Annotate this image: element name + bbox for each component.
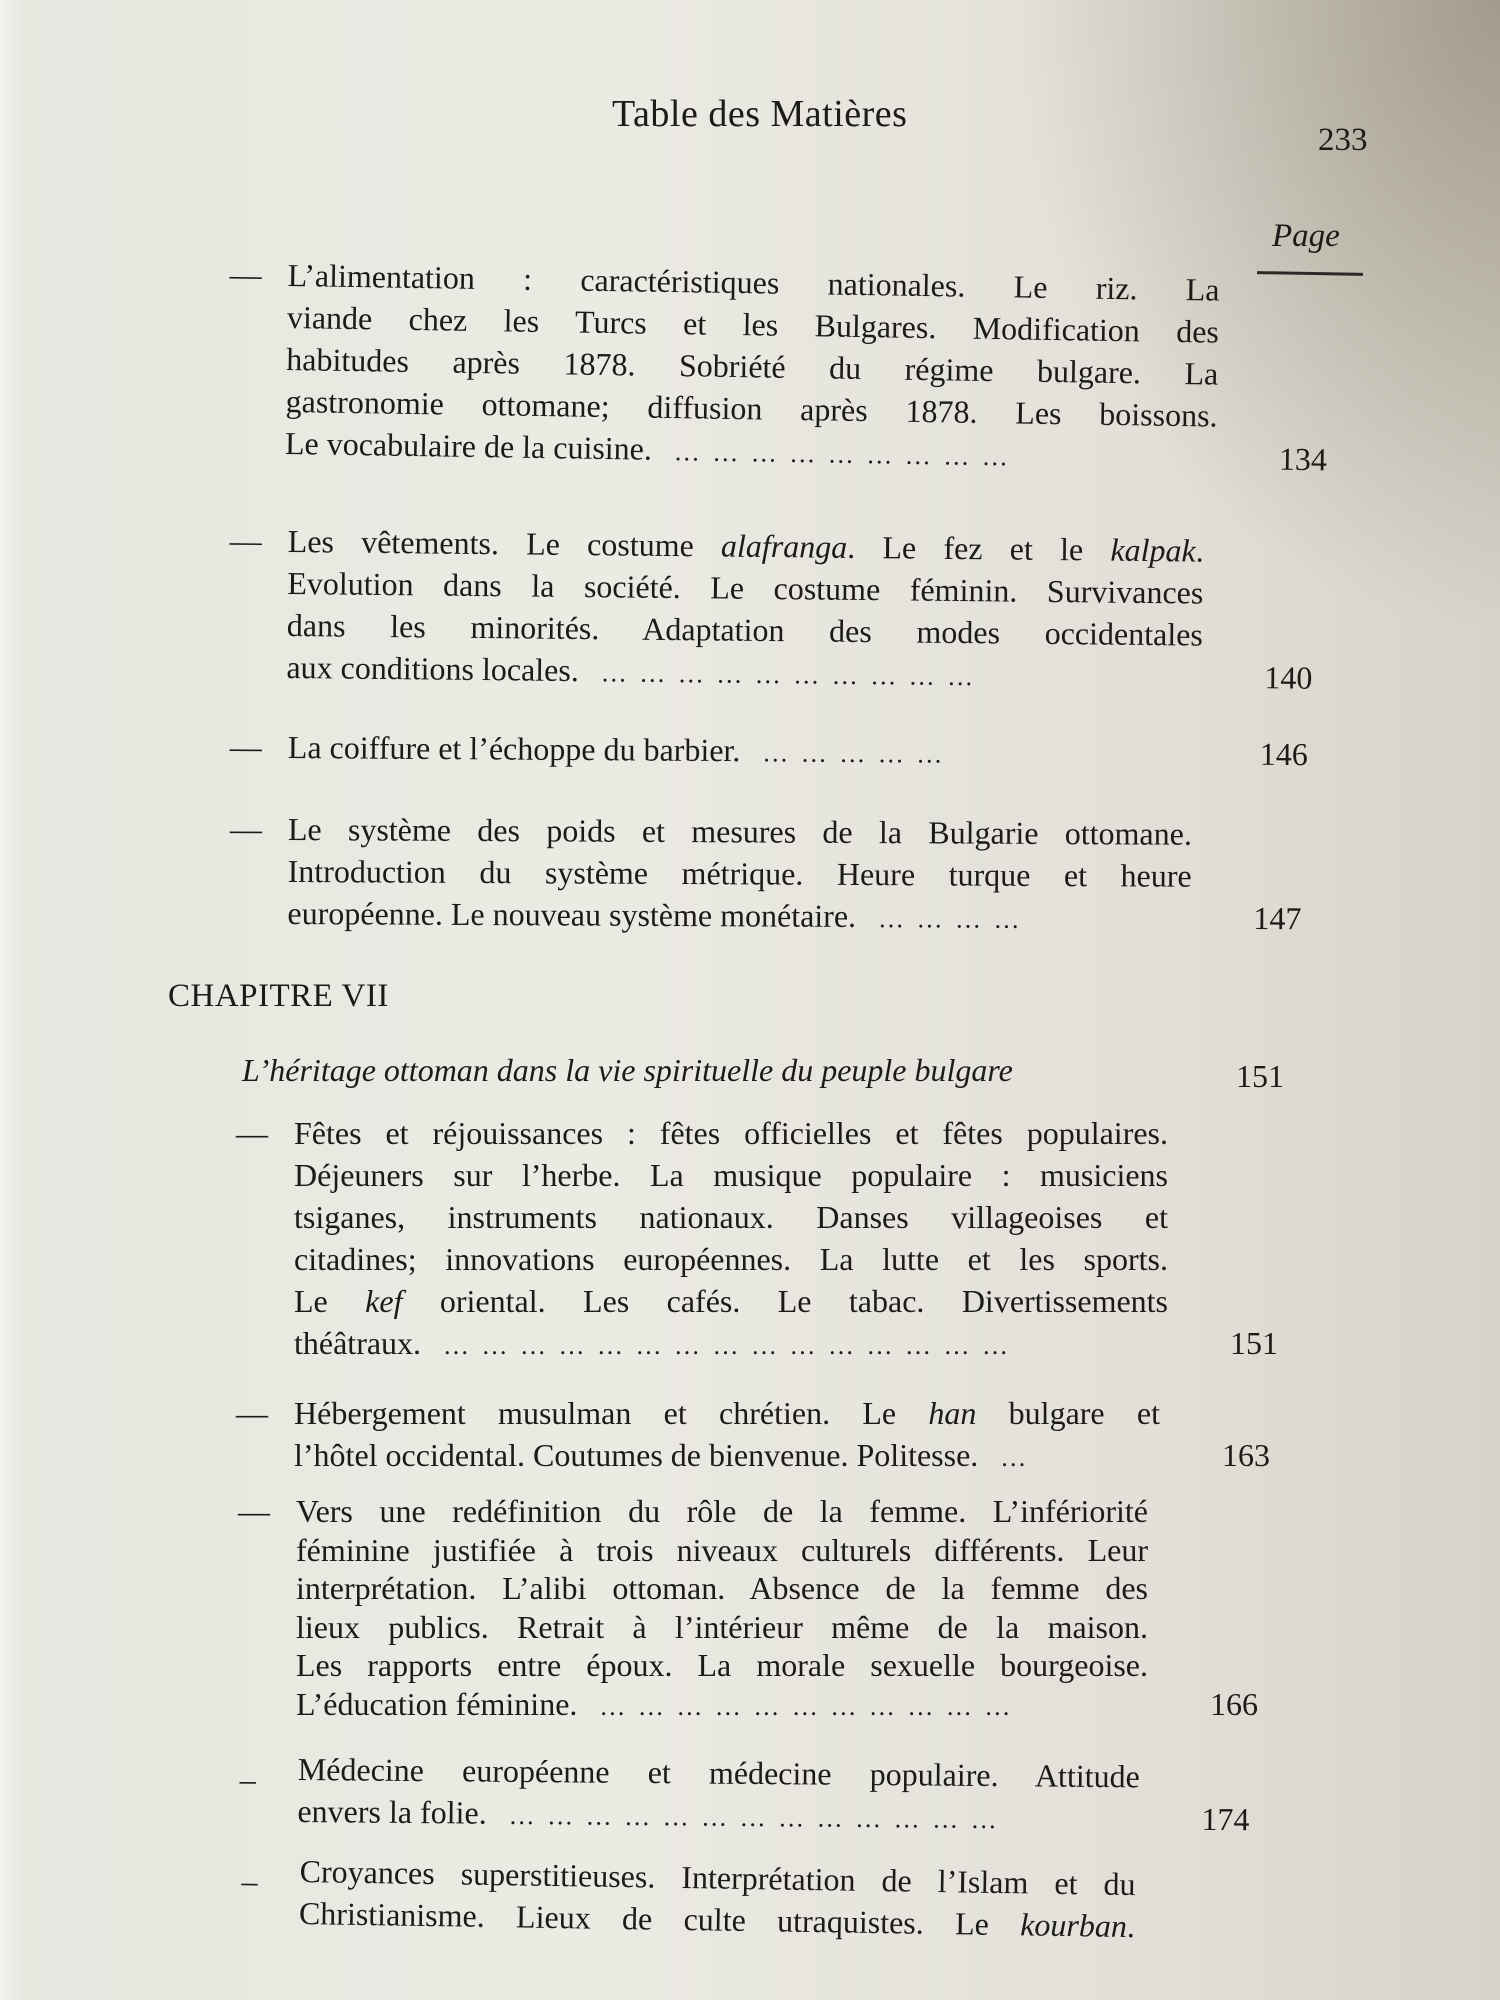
entry-line: L’éducation féminine.: [296, 1685, 578, 1722]
page-column-rule: [1257, 271, 1363, 276]
entry-line: tsiganes, instruments nationaux. Danses villageoises et: [294, 1199, 1168, 1235]
page-column-label: Page: [1272, 218, 1340, 254]
leader-dots: … … … … … … … … … …: [600, 658, 977, 692]
entry-page: 147: [1253, 900, 1302, 937]
text-run: Le: [294, 1283, 366, 1319]
entry-page: 151: [1230, 1325, 1278, 1361]
entry-page: 140: [1264, 659, 1313, 696]
text-run: oriental. Les cafés. Le tabac. Divertissements: [402, 1283, 1169, 1319]
entry-line: Le vocabulaire de la cuisine.: [284, 424, 653, 467]
entry-dash: —: [229, 728, 262, 765]
page-number: 233: [1318, 122, 1368, 158]
text-run: .: [1126, 1908, 1136, 1945]
entry-line: Fêtes et réjouissances : fêtes officielles et fêtes populaires.: [294, 1115, 1168, 1151]
entry-page: 166: [1210, 1685, 1258, 1722]
leader-dots: … … … … … … … … … … …: [599, 1691, 1014, 1721]
entry-dash: —: [229, 810, 262, 847]
entry-page: 134: [1278, 440, 1328, 478]
leader-dots: …: [1000, 1443, 1030, 1472]
toc-entry-medecine: [239, 1748, 1250, 1842]
italic-term: kalpak: [1110, 531, 1196, 569]
toc-entry-fetes: [236, 1112, 1278, 1367]
italic-term: han: [928, 1395, 977, 1431]
leader-dots: … … … … … … … … …: [673, 437, 1012, 472]
entry-dash: —: [236, 1395, 268, 1431]
text-run: Hébergement musulman et chrétien. Le: [294, 1395, 929, 1431]
leader-dots: … … … … … … … … … … … … … … …: [443, 1331, 1012, 1360]
entry-line: Vers une redéfinition du rôle de la femme. L’infériorité: [296, 1493, 1148, 1529]
entry-line: aux conditions locales.: [286, 648, 580, 689]
toc-entry-poids-mesures: [229, 808, 1302, 942]
toc-entry-croyances: [241, 1850, 1136, 1947]
entry-line: [294, 1392, 1160, 1434]
entry-line: Les rapports entre époux. La morale sexuelle bourgeoise.: [296, 1647, 1148, 1683]
chapter-page: 151: [1236, 1058, 1284, 1094]
chapter-label: CHAPITRE VII: [168, 978, 389, 1014]
entry-line: La coiffure et l’échoppe du barbier.: [287, 728, 741, 769]
chapter-title: L’héritage ottoman dans la vie spirituelle du peuple bulgare: [242, 1052, 1013, 1088]
entry-last-line: [297, 1790, 1250, 1842]
italic-term: kef: [365, 1283, 403, 1319]
entry-line: gastronomie ottomane; diffusion après 1878. Les boissons.: [285, 382, 1218, 434]
entry-line: viande chez les Turcs et les Bulgares. Modification des: [286, 298, 1220, 350]
entry-line: dans les minorités. Adaptation des modes occidentales: [286, 606, 1204, 653]
entry-line: envers la folie.: [297, 1792, 487, 1831]
entry-line: [294, 1280, 1168, 1322]
entry-dash: _: [241, 1852, 258, 1889]
text-run: . Le fez et le: [847, 528, 1111, 568]
leader-dots: … … … … … … … … … … … … …: [508, 1800, 1000, 1835]
entry-line: Introduction du système métrique. Heure turque et heure: [287, 852, 1192, 894]
toc-entry-vetements: [229, 520, 1313, 701]
entry-line: théâtraux.: [294, 1325, 422, 1361]
entry-last-line: [287, 892, 1302, 942]
entry-line: Déjeuners sur l’herbe. La musique populaire : musiciens: [294, 1157, 1168, 1193]
toc-entry-femme: [238, 1492, 1258, 1726]
entry-line: interprétation. L’alibi ottoman. Absence de la femme des: [296, 1570, 1148, 1606]
leader-dots: … … … …: [878, 904, 1023, 934]
entry-dash: —: [229, 256, 262, 293]
entry-last-line: [296, 1685, 1258, 1727]
toc-entry-alimentation: [229, 254, 1328, 482]
entry-line: Le système des poids et mesures de la Bulgarie ottomane.: [287, 810, 1192, 852]
text-run: .: [1195, 532, 1204, 569]
entry-line: L’alimentation : caractéristiques nationales. Le riz. La: [287, 256, 1220, 308]
text-run: Les vêtements. Le costume: [287, 522, 722, 564]
italic-term: kourban: [1019, 1906, 1128, 1944]
text-run: bulgare et: [976, 1395, 1161, 1431]
entry-dash: —: [238, 1493, 270, 1529]
entry-page: 174: [1201, 1800, 1250, 1838]
entry-line: Evolution dans la société. Le costume féminin. Survivances: [287, 564, 1204, 611]
entry-page: 163: [1222, 1437, 1270, 1473]
page-edge: [0, 0, 22, 2000]
entry-last-line: [286, 646, 1313, 701]
entry-line: l’hôtel occidental. Coutumes de bienvenue. Politesse.: [294, 1437, 979, 1473]
entry-line: citadines; innovations européennes. La lutte et les sports.: [294, 1241, 1168, 1277]
entry-line: lieux publics. Retrait à l’intérieur même de la maison.: [296, 1608, 1148, 1645]
toc-entry-coiffure: [229, 726, 1308, 777]
entry-line: Croyances superstitieuses. Interprétation de l’Islam et du: [299, 1852, 1136, 1903]
italic-term: alafranga: [720, 527, 848, 565]
entry-dash: —: [229, 522, 262, 559]
running-header-title: Table des Matières: [612, 93, 908, 135]
entry-line: féminine justifiée à trois niveaux culturels différents. Leur: [296, 1531, 1148, 1568]
entry-page: 146: [1259, 735, 1308, 773]
entry-line: habitudes après 1878. Sobriété du régime bulgare. La: [286, 340, 1219, 392]
entry-line: Médecine européenne et médecine populaire. Attitude: [297, 1750, 1140, 1795]
toc-entry-hebergement: [236, 1392, 1270, 1479]
entry-last-line: [294, 1322, 1278, 1367]
entry-last-line: [294, 1434, 1270, 1479]
entry-dash: _: [239, 1750, 256, 1787]
entry-last-line: [287, 726, 1308, 777]
leader-dots: … … … … …: [762, 738, 946, 769]
entry-dash: —: [236, 1115, 268, 1151]
entry-line: européenne. Le nouveau système monétaire.: [287, 894, 857, 934]
text-run: Christianisme. Lieux de culte utraquistes. Le: [298, 1894, 1021, 1943]
